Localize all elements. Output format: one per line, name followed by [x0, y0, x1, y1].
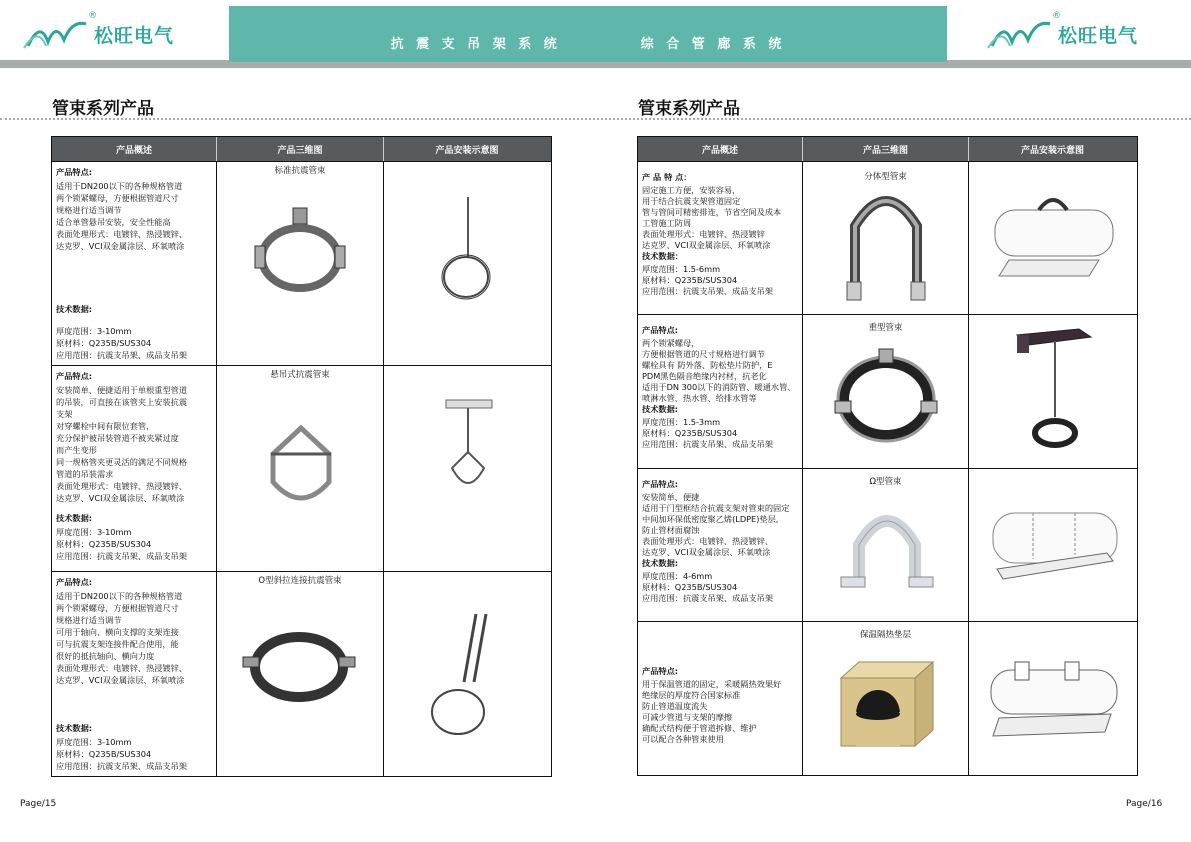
tech-label: 技术数据： — [642, 251, 683, 261]
tech-line: 应用范围：抗震支吊架、成品支吊架 — [642, 593, 774, 603]
feature-line: 适用于DN 300以下的消防管、暖通水管、 — [642, 382, 796, 392]
product-install-view — [969, 315, 1136, 468]
col-header-3d: 产品三维图 — [217, 137, 384, 161]
product-name: O型斜拉连接抗震管束 — [258, 576, 342, 586]
right-product-table — [637, 136, 1138, 776]
brand-name: 松旺电气 — [1058, 24, 1139, 47]
feature-line: 适用于门型框结合抗震支架对管束的固定 — [642, 503, 790, 513]
product-install-view — [384, 366, 550, 571]
tech-label: 技术数据: — [56, 723, 93, 733]
feature-line: 工管施工防周 — [642, 218, 692, 228]
dotted-divider — [0, 118, 1191, 120]
install-diagram-icon — [432, 197, 502, 307]
tech-line: 应用范围：抗震支吊架、成品支吊架 — [642, 439, 774, 449]
table-row — [52, 161, 551, 365]
table-row — [638, 621, 1137, 775]
right-page-number: Page/16 — [1126, 799, 1163, 809]
product-name: 标准抗震管束 — [274, 166, 326, 176]
feature-line: 确配式结构便于管道拆修、维护 — [642, 723, 757, 733]
product-install-view — [384, 162, 550, 365]
feature-label: 产品特点: — [56, 371, 93, 381]
registered-mark: ® — [1052, 11, 1061, 21]
tech-line: 应用范围：抗震支吊架、成品支吊架 — [56, 761, 188, 771]
product-name: 分体型管束 — [864, 172, 907, 182]
feature-line: 规格进行适当调节 — [56, 205, 122, 215]
tech-line: 原材料：Q235B/SUS304 — [642, 582, 738, 592]
table-row — [638, 314, 1137, 468]
tech-line: 原材料：Q235B/SUS304 — [642, 428, 738, 438]
feature-line: 的吊装，可直接在该管夹上安装抗震 — [56, 397, 188, 407]
feature-line: 绝缘层的厚度符合国家标准 — [642, 690, 741, 700]
tech-line: 厚度范围：3-10mm — [56, 326, 132, 336]
feature-line: 可用于轴向、横向支撑的支架连接 — [56, 627, 179, 637]
feature-line: 很好的抵抗轴向、横向力度 — [56, 651, 155, 661]
feature-line: 支架 — [56, 409, 73, 419]
tech-line: 原材料：Q235B/SUS304 — [56, 749, 152, 759]
install-diagram-icon — [989, 190, 1119, 290]
tech-label: 技术数据: — [56, 304, 93, 314]
tech-line: 应用范围：抗震支吊架、成品支吊架 — [56, 350, 188, 360]
tech-line: 厚度范围：1.5-3mm — [642, 417, 721, 427]
logo-mark-icon — [20, 14, 90, 54]
clamp-3d-icon — [245, 206, 355, 296]
feature-line: 两个锁紧螺母， — [642, 338, 700, 348]
col-header-overview: 产品概述 — [52, 137, 217, 161]
product-3d-view — [803, 315, 969, 468]
feature-line: 防止管材面腐蚀 — [642, 525, 700, 535]
feature-line: 而产生变形 — [56, 445, 97, 455]
tech-label: 技术数据: — [642, 404, 679, 414]
col-header-install: 产品安装示意图 — [435, 145, 499, 156]
tech-line: 应用范围：抗震支吊架、成品支吊架 — [642, 286, 774, 296]
feature-line: 达克罗、VCI双金属涂层、环氧喷涂 — [56, 493, 185, 503]
product-name: 保温隔热垫层 — [859, 630, 911, 640]
table-row — [638, 468, 1137, 621]
product-3d-view — [803, 162, 969, 314]
feature-line: 表面处理形式：电镀锌、热浸镀锌、 — [56, 229, 188, 239]
tech-line: 原材料：Q235B/SUS304 — [642, 275, 738, 285]
table-header — [52, 137, 551, 161]
o-clamp-icon — [239, 627, 359, 707]
install-diagram-icon — [434, 394, 504, 504]
feature-line: 表面处理形式：电镀锌、热浸镀锌、 — [56, 663, 188, 673]
feature-label: 产品特点: — [56, 577, 93, 587]
install-diagram-icon — [985, 658, 1123, 748]
product-3d-view — [217, 366, 384, 571]
brand-logo-right — [984, 8, 1191, 60]
product-overview — [638, 162, 803, 314]
feature-line: 适用于DN200以下的各种规格管道 — [56, 181, 183, 191]
product-overview — [638, 315, 803, 468]
product-overview — [638, 469, 803, 621]
feature-line: 对穿螺栓中间有限位套管， — [56, 421, 155, 431]
product-name: 重型管束 — [868, 323, 903, 333]
feature-line: 表面处理形式：电镀锌、热浸镀锌 — [642, 229, 765, 239]
feature-line: 喷淋水管、热水管、给排水管等 — [642, 393, 757, 403]
install-diagram-icon — [987, 499, 1122, 599]
feature-line: 可与抗震支架连接件配合使用，能 — [56, 639, 179, 649]
feature-line: 两个锁紧螺母，方便根据管道尺寸 — [56, 603, 179, 613]
feature-label: 产 品 特 点： — [642, 172, 692, 182]
feature-line: 达克罗、VCI双金属涂层、环氧喷涂 — [56, 675, 185, 685]
logo-mark-icon — [984, 14, 1054, 54]
feature-line: 安装简单、便捷 — [642, 492, 700, 502]
tech-line: 厚度范围：4-6mm — [642, 571, 713, 581]
product-name: Ω型管束 — [869, 477, 902, 487]
tech-label: 技术数据: — [642, 558, 679, 568]
product-3d-view — [217, 572, 384, 776]
feature-line: 用于保温管道的固定，采暖隔热效果好 — [642, 679, 782, 689]
feature-line: 表面处理形式：电镀锌、热浸镀锌、 — [642, 536, 774, 546]
col-header-install: 产品安装示意图 — [1020, 145, 1084, 156]
product-3d-view — [803, 469, 969, 621]
feature-label: 产品特点: — [56, 167, 93, 177]
feature-line: 适合单管悬吊安装，安全性能高 — [56, 217, 171, 227]
feature-line: 两个锁紧螺母，方便根据管道尺寸 — [56, 193, 179, 203]
feature-line: 用于结合抗震支架管道固定 — [642, 196, 741, 206]
feature-line: 固定施工方便，安装容易， — [642, 185, 741, 195]
col-header-3d: 产品三维图 — [803, 137, 969, 161]
tech-line: 应用范围：抗震支吊架、成品支吊架 — [56, 551, 188, 561]
feature-line: 达克罗、VCI双金属涂层、环氧喷涂 — [56, 241, 185, 251]
tech-line: 厚度范围：3-10mm — [56, 527, 132, 537]
tech-label: 技术数据: — [56, 513, 93, 523]
heavy-clamp-icon — [831, 341, 941, 451]
feature-line: 可以配合各种管束使用 — [642, 734, 724, 744]
left-product-table — [51, 136, 552, 777]
right-page-title: 管束系列产品 — [638, 99, 740, 119]
feature-line: 防止管道温度流失 — [642, 701, 708, 711]
table-header — [638, 137, 1137, 161]
feature-line: 充分保护被吊装管道不被夹紧过度 — [56, 433, 179, 443]
product-overview — [52, 572, 217, 776]
header-banner — [229, 6, 947, 62]
feature-line: 安装简单、便捷适用于单根重型管道 — [56, 385, 188, 395]
feature-line: 表面处理形式：电镀锌、热浸镀锌、 — [56, 481, 188, 491]
product-name: 悬吊式抗震管束 — [270, 370, 330, 380]
install-diagram-icon — [424, 612, 514, 742]
feature-line: 达克罗、VCI双金属涂层、环氧喷涂 — [642, 240, 771, 250]
product-overview — [52, 366, 217, 571]
feature-label: 产品特点: — [642, 479, 679, 489]
left-page-number: Page/15 — [20, 799, 57, 809]
table-row — [52, 571, 551, 776]
omega-clamp-icon — [837, 501, 937, 601]
tech-line: 原材料：Q235B/SUS304 — [56, 338, 152, 348]
product-3d-view — [803, 622, 969, 775]
table-row — [638, 161, 1137, 314]
col-header-overview: 产品概述 — [638, 137, 803, 161]
feature-line: 螺栓具有 防外落、防松垫片防护，E — [642, 360, 773, 370]
feature-line: 适用于DN200以下的各种规格管道 — [56, 591, 183, 601]
left-page-title: 管束系列产品 — [52, 99, 154, 119]
product-install-view — [969, 469, 1136, 621]
registered-mark: ® — [88, 11, 97, 21]
feature-line: 中间加环保低密度聚乙烯(LDPE)垫层, — [642, 514, 779, 524]
feature-line: PDM黑色隔音绝缘内衬材，抗老化 — [642, 371, 767, 381]
feature-line: 管与管间可精密排连，节省空间及成本 — [642, 207, 782, 217]
brand-name: 松旺电气 — [94, 24, 175, 47]
tech-line: 原材料：Q235B/SUS304 — [56, 539, 152, 549]
feature-line: 达克罗、VCI双金属涂层、环氧喷涂 — [642, 547, 771, 557]
feature-line: 可减少管道与支架的摩擦 — [642, 712, 733, 722]
product-install-view — [384, 572, 550, 776]
product-overview — [638, 622, 803, 775]
hanger-clamp-icon — [261, 424, 341, 514]
split-clamp-icon — [841, 186, 931, 306]
header-right-title: 综 合 管 廊 系 统 — [640, 37, 786, 52]
table-row — [52, 365, 551, 571]
insulation-block-icon — [835, 648, 939, 748]
feature-line: 规格进行适当调节 — [56, 615, 122, 625]
tech-line: 厚度范围：1.5-6mm — [642, 264, 721, 274]
product-install-view — [969, 162, 1136, 314]
brand-logo-left — [20, 8, 230, 60]
feature-label: 产品特点: — [642, 666, 679, 676]
product-overview — [52, 162, 217, 365]
feature-line: 管道的吊装需求 — [56, 469, 114, 479]
tech-line: 厚度范围：3-10mm — [56, 737, 132, 747]
product-install-view — [969, 622, 1136, 775]
feature-line: 方便根据管道的尺寸规格进行调节 — [642, 349, 765, 359]
feature-label: 产品特点: — [642, 325, 679, 335]
header-left-title: 抗 震 支 吊 架 系 统 — [390, 37, 561, 52]
install-diagram-icon — [1009, 325, 1099, 455]
feature-line: 同一规格管夹更灵活的满足不同规格 — [56, 457, 188, 467]
product-3d-view — [217, 162, 384, 365]
